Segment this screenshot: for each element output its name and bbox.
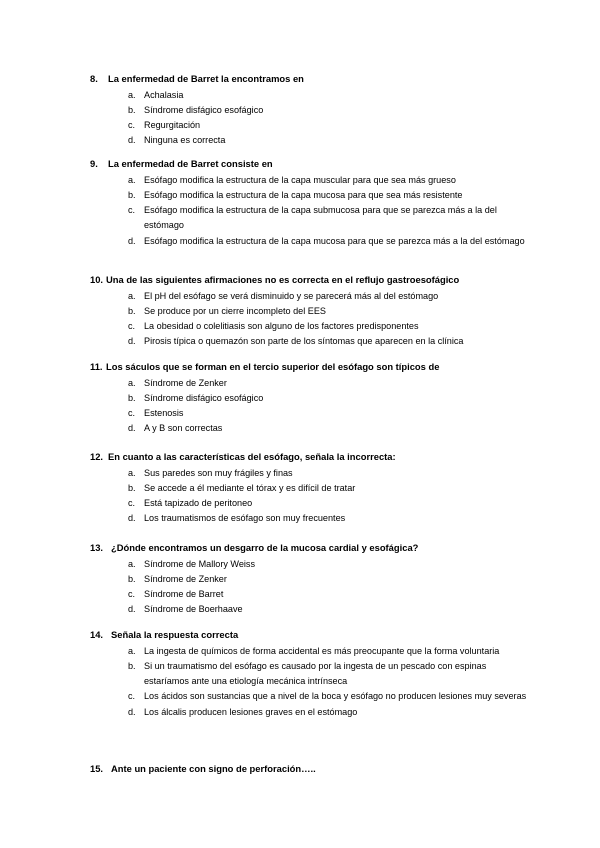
option [90,289,530,304]
option [90,572,530,587]
option [90,334,530,349]
question-text: En cuanto a las características del esófago, señala la incorrecta: [108,451,396,462]
option [90,481,530,496]
option-text: Achalasia [144,90,184,101]
option-letter: a. [128,646,136,657]
option-text: Ninguna es correcta [144,135,226,146]
question-number: 15. [90,763,104,774]
question-text: La enfermedad de Barret la encontramos en [108,73,304,84]
option [90,705,530,720]
option-letter: c. [128,691,136,702]
option [90,689,530,704]
question-number: 10. [90,274,104,285]
question-text: Una de las siguientes afirmaciones no es correcta en el reflujo gastroesofágico [106,274,460,285]
option-letter: a. [128,90,136,101]
option-letter: c. [128,205,136,216]
option [90,659,530,689]
option-text: Regurgitación [144,120,201,131]
option-text: Síndrome disfágico esofágico [144,105,264,116]
question-title [90,73,530,85]
option-letter: a. [128,559,136,570]
option-letter: d. [128,336,136,347]
question-8 [90,73,530,149]
option-text: Si un traumatismo del esófago es causado por la ingesta de un pescado con espinas estaríamos ante una etiología mecánica intrínseca [144,661,487,687]
option-text: Los traumatismos de esófago son muy frecuentes [144,513,346,524]
question-number: 9. [90,158,98,169]
option [90,421,530,436]
option-text: Pirosis típica o quemazón son parte de los síntomas que aparecen en la clínica [144,336,464,347]
option-letter: b. [128,574,136,585]
option-text: Síndrome disfágico esofágico [144,393,264,404]
option [90,496,530,511]
option-text: Síndrome de Boerhaave [144,604,243,615]
option-text: El pH del esófago se verá disminuido y se parecerá más al del estómago [144,291,439,302]
question-9 [90,158,530,249]
option [90,466,530,481]
option [90,173,530,188]
question-text: Señala la respuesta correcta [111,629,239,640]
option-text: Síndrome de Mallory Weiss [144,559,256,570]
option [90,103,530,118]
option-text: Esófago modifica la estructura de la capa muscular para que sea más grueso [144,175,456,186]
option [90,644,530,659]
option-letter: b. [128,306,136,317]
question-13 [90,542,530,618]
option [90,188,530,203]
option [90,391,530,406]
question-title [90,451,530,463]
option [90,234,530,249]
question-14 [90,629,530,720]
option-letter: b. [128,105,136,116]
option-text: Estenosis [144,408,184,419]
option-letter: a. [128,468,136,479]
question-number: 11. [90,361,103,372]
option [90,557,530,572]
question-text: La enfermedad de Barret consiste en [108,158,273,169]
question-number: 14. [90,629,104,640]
option-text: Esófago modifica la estructura de la capa mucosa para que sea más resistente [144,190,463,201]
option-text: Se accede a él mediante el tórax y es difícil de tratar [144,483,356,494]
option-letter: c. [128,589,136,600]
question-title [90,763,530,775]
option [90,587,530,602]
option-text: Síndrome de Zenker [144,574,227,585]
option [90,376,530,391]
option-text: Síndrome de Barret [144,589,224,600]
question-10 [90,274,530,350]
option [90,88,530,103]
option [90,511,530,526]
question-15 [90,763,530,778]
option-letter: b. [128,661,136,672]
option-text: Los ácidos son sustancias que a nivel de la boca y esófago no producen lesiones muy severas [144,691,527,702]
question-title [90,542,530,554]
option-letter: a. [128,378,136,389]
option-letter: d. [128,423,136,434]
option-letter: b. [128,393,136,404]
option-letter: b. [128,190,136,201]
question-title [90,629,530,641]
option-text: La obesidad o colelitiasis son alguno de los factores predisponentes [144,321,419,332]
option-text: A y B son correctas [144,423,223,434]
option-letter: d. [128,604,136,615]
option-text: Los álcalis producen lesiones graves en el estómago [144,706,358,717]
option-letter: d. [128,135,136,146]
option [90,203,530,233]
question-number: 13. [90,542,104,553]
option-letter: b. [128,483,136,494]
option-letter: c. [128,120,136,131]
option-letter: d. [128,513,136,524]
question-title [90,274,530,286]
option-letter: c. [128,321,136,332]
question-text: ¿Dónde encontramos un desgarro de la mucosa cardial y esofágica? [111,542,419,553]
question-11 [90,361,530,437]
question-12 [90,451,530,527]
option-text: Esófago modifica la estructura de la capa submucosa para que se parezca más a la del estómago [144,205,497,231]
option [90,602,530,617]
question-text: Los sáculos que se forman en el tercio superior del esófago son típicos de [106,361,440,372]
question-number: 12. [90,451,104,462]
question-title [90,158,530,170]
question-text: Ante un paciente con signo de perforación….. [111,763,316,774]
option-letter: d. [128,706,136,717]
option-text: Se produce por un cierre incompleto del EES [144,306,326,317]
option-text: Está tapizado de peritoneo [144,498,253,509]
option [90,406,530,421]
option [90,118,530,133]
option-letter: c. [128,498,136,509]
option-letter: a. [128,291,136,302]
option-text: Síndrome de Zenker [144,378,227,389]
option-letter: c. [128,408,136,419]
option [90,133,530,148]
option-text: La ingesta de químicos de forma accidental es más preocupante que la forma voluntaria [144,646,500,657]
question-title [90,361,530,373]
option [90,319,530,334]
option [90,304,530,319]
option-letter: a. [128,175,136,186]
question-number: 8. [90,73,98,84]
option-letter: d. [128,235,136,246]
option-text: Esófago modifica la estructura de la capa mucosa para que se parezca más a la del estómago [144,235,525,246]
option-text: Sus paredes son muy frágiles y finas [144,468,293,479]
